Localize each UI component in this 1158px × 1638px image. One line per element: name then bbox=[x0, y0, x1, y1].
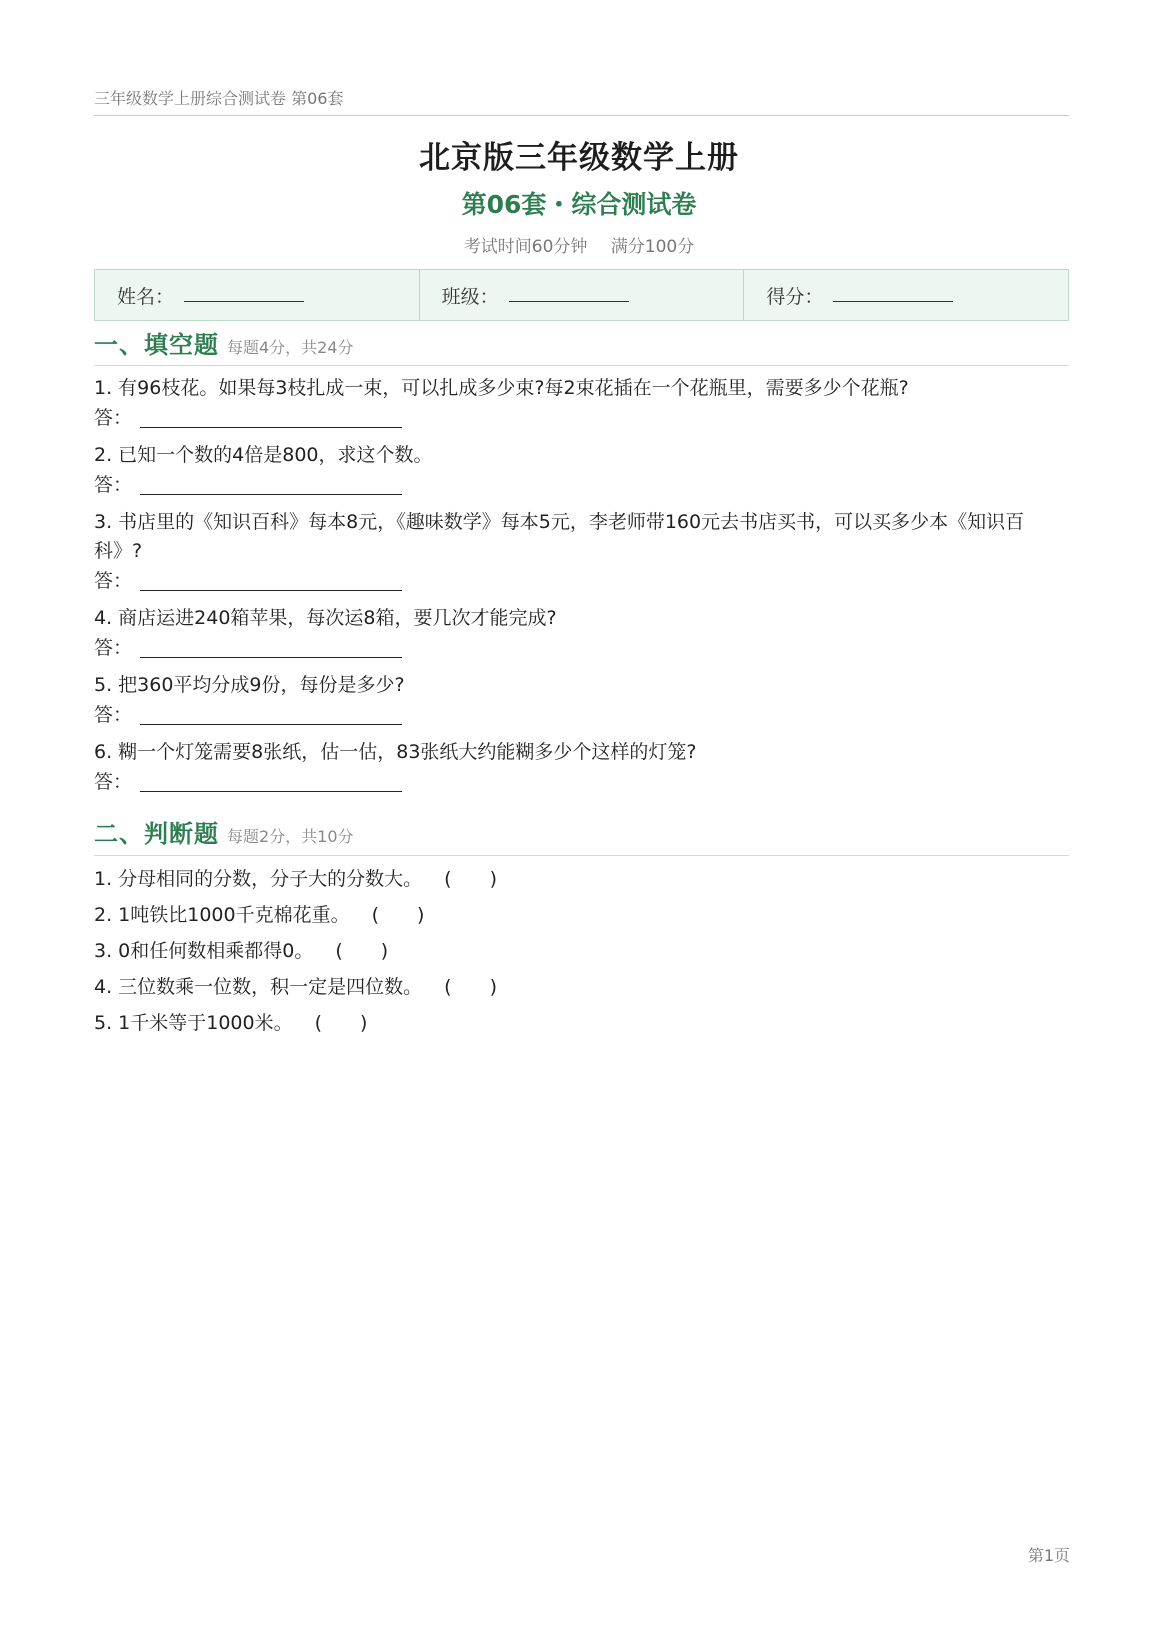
answer-paren[interactable]: ( ) bbox=[335, 940, 389, 962]
answer-2[interactable] bbox=[94, 470, 402, 497]
section-note: 每题4分，共24分 bbox=[227, 338, 354, 357]
answer-paren[interactable]: ( ) bbox=[314, 1012, 368, 1034]
score-field[interactable] bbox=[743, 270, 1068, 320]
section-rule bbox=[94, 365, 1069, 366]
class-blank[interactable] bbox=[509, 301, 629, 302]
answer-paren[interactable]: ( ) bbox=[371, 904, 425, 926]
section-title: 二、判断题 bbox=[94, 820, 219, 848]
answer-label: 答： bbox=[94, 474, 133, 496]
running-header: 三年级数学上册综合测试卷 第06套 bbox=[94, 89, 344, 108]
judgement-item-4 bbox=[94, 972, 497, 999]
section-title: 一、填空题 bbox=[94, 331, 219, 359]
question-4: 4. 商店运进240箱苹果，每次运8箱，要几次才能完成? bbox=[94, 607, 557, 629]
question-2: 2. 已知一个数的4倍是800，求这个数。 bbox=[94, 444, 433, 466]
name-field[interactable] bbox=[95, 270, 419, 320]
page-subtitle: 第06套・综合测试卷 bbox=[461, 190, 697, 219]
answer-1[interactable] bbox=[94, 403, 402, 430]
question-1: 1. 有96枝花。如果每3枝扎成一束，可以扎成多少束?每2束花插在一个花瓶里，需要多少个花瓶? bbox=[94, 377, 909, 399]
answer-label: 答： bbox=[94, 704, 133, 726]
judgement-item-1 bbox=[94, 864, 497, 891]
answer-label: 答： bbox=[94, 637, 133, 659]
answer-blank[interactable] bbox=[140, 724, 402, 725]
student-info-box bbox=[94, 269, 1069, 321]
header-rule bbox=[94, 115, 1069, 116]
exam-info bbox=[0, 232, 1158, 257]
answer-6[interactable] bbox=[94, 767, 402, 794]
answer-label: 答： bbox=[94, 407, 133, 429]
class-label: 班级： bbox=[441, 285, 499, 308]
answer-label: 答： bbox=[94, 570, 133, 592]
question-3: 3. 书店里的《知识百科》每本8元，《趣味数学》每本5元，李老师带160元去书店买书，可以买多少本《知识百科》? bbox=[94, 511, 1025, 562]
name-label: 姓名： bbox=[117, 285, 175, 308]
answer-3[interactable] bbox=[94, 566, 402, 593]
answer-blank[interactable] bbox=[140, 494, 402, 495]
judgement-text: 2. 1吨铁比1000千克棉花重。 bbox=[94, 904, 350, 926]
score-label: 得分： bbox=[766, 285, 824, 308]
answer-5[interactable] bbox=[94, 700, 402, 727]
page-number: 第1页 bbox=[1027, 1546, 1070, 1565]
answer-4[interactable] bbox=[94, 633, 402, 660]
question-6: 6. 糊一个灯笼需要8张纸，估一估，83张纸大约能糊多少个这样的灯笼? bbox=[94, 741, 697, 763]
section-true-false-header bbox=[94, 814, 1069, 849]
class-field[interactable] bbox=[419, 270, 744, 320]
answer-paren[interactable]: ( ) bbox=[444, 868, 497, 890]
answer-label: 答： bbox=[94, 771, 133, 793]
answer-blank[interactable] bbox=[140, 427, 402, 428]
page-title: 北京版三年级数学上册 bbox=[419, 140, 739, 176]
answer-paren[interactable]: ( ) bbox=[444, 976, 497, 998]
question-5: 5. 把360平均分成9份，每份是多少? bbox=[94, 674, 405, 696]
section-fill-blank-header bbox=[94, 325, 1069, 360]
answer-blank[interactable] bbox=[140, 590, 402, 591]
judgement-text: 5. 1千米等于1000米。 bbox=[94, 1012, 293, 1034]
judgement-item-2 bbox=[94, 900, 424, 927]
judgement-text: 3. 0和任何数相乘都得0。 bbox=[94, 940, 314, 962]
judgement-item-5 bbox=[94, 1008, 367, 1035]
section-note: 每题2分，共10分 bbox=[227, 827, 354, 846]
answer-blank[interactable] bbox=[140, 657, 402, 658]
judgement-text: 4. 三位数乘一位数，积一定是四位数。 bbox=[94, 976, 423, 998]
name-blank[interactable] bbox=[184, 301, 304, 302]
judgement-text: 1. 分母相同的分数，分子大的分数大。 bbox=[94, 868, 423, 890]
exam-full-score: 满分100分 bbox=[610, 237, 695, 257]
section-rule bbox=[94, 855, 1069, 856]
score-blank[interactable] bbox=[833, 301, 953, 302]
exam-time: 考试时间60分钟 bbox=[463, 237, 588, 257]
answer-blank[interactable] bbox=[140, 791, 402, 792]
judgement-item-3 bbox=[94, 936, 388, 963]
